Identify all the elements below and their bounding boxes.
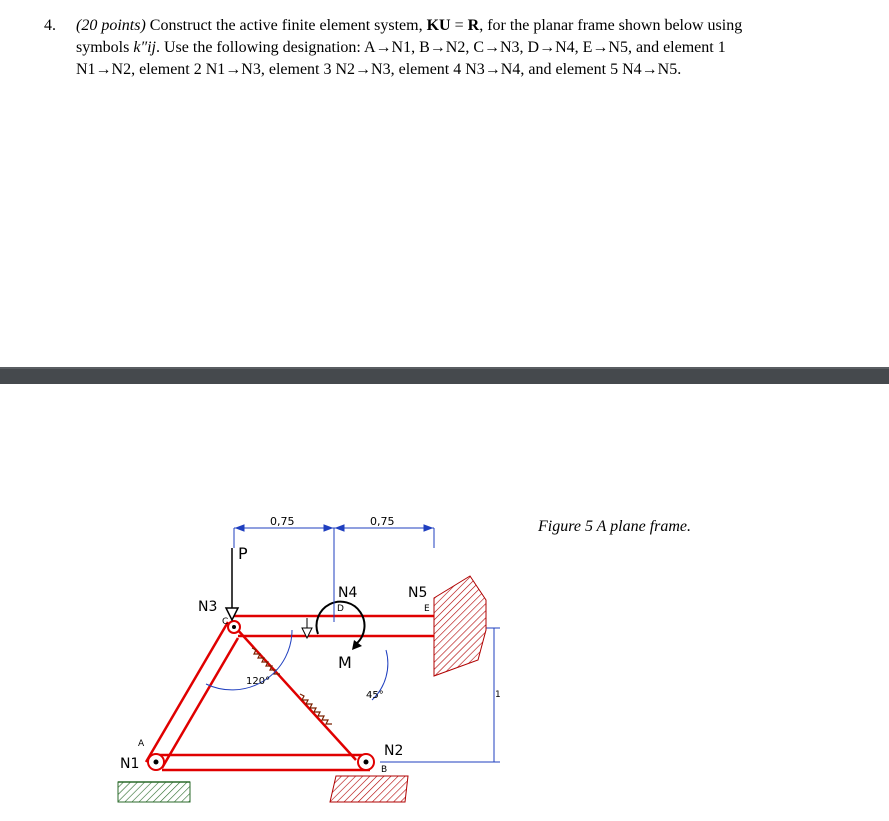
node-n4-label: N4 [338,585,358,601]
node-c-letter: C [222,617,229,627]
page-divider [0,367,889,384]
node-n2-label: N2 [384,743,404,759]
support-n5-wall [434,576,486,676]
load-p-arrow [226,548,238,620]
figure-caption: Figure 5 A plane frame. [538,518,692,535]
moment-m-label: M [338,653,352,672]
node-b-letter: B [381,765,388,775]
equation-equals: = [450,17,468,34]
problem-body [76,15,764,81]
support-n1 [118,782,190,802]
load-p-label: P [238,544,248,563]
problem-points: (20 points) [76,17,146,34]
problem-text-1: Construct the active finite element system, [145,17,427,34]
node-n5-label: N5 [408,585,428,601]
node-e-letter: E [424,604,430,614]
support-n2 [330,776,408,802]
node-n1-label: N1 [120,756,140,772]
moment-arrowhead [352,640,362,650]
problem-text-2: , for the planar frame shown below using symbols [76,17,743,56]
equation-lhs: KU [426,17,451,34]
stiffness-symbol: k″ij [133,39,156,56]
angle-45-label: 45° [366,690,384,701]
equation-rhs: R [467,17,480,34]
dim-left-span: 0,75 [270,515,295,528]
node-d-letter: D [337,604,344,614]
problem-text-3: . Use the following designation: A→N1, B→N2, C→N3, D→N4, E→N5, and element 1 N1→N2, element 2 N1→N3, element 3 N2→N3, element 4 N3→N4, and element 5 N4→N5. [76,39,726,78]
node-a-letter: A [138,739,145,749]
angle-120-label: 120° [246,676,271,687]
node-n3-label: N3 [198,599,218,615]
problem-statement [44,15,764,81]
problem-number: 4. [44,17,56,34]
dim-height: 1 [495,690,501,700]
joints [148,621,374,770]
frame-figure [0,384,889,821]
dim-right-span: 0,75 [370,515,395,528]
